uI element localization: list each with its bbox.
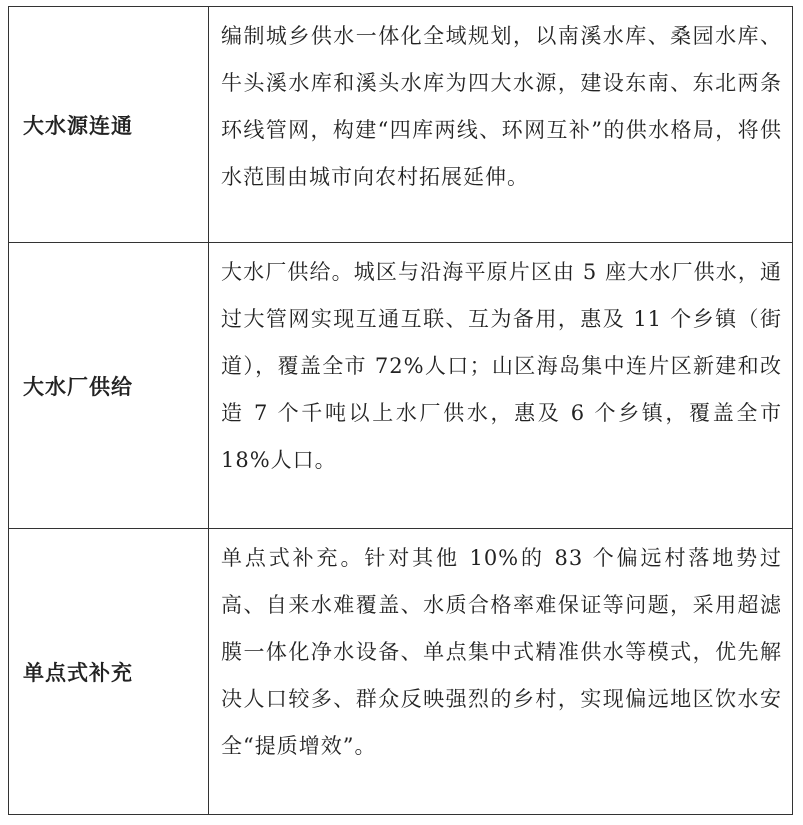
table-row [9, 7, 793, 243]
row-label: 单点式补充 [9, 529, 209, 815]
row-description: 编制城乡供水一体化全域规划，以南溪水库、桑园水库、牛头溪水库和溪头水库为四大水源，建设东南、东北两条环线管网，构建“四库两线、环网互补”的供水格局，将供水范围由城市向农村拓展延伸。 [209, 7, 793, 243]
table-row [9, 529, 793, 815]
water-supply-table [8, 6, 793, 815]
row-description: 大水厂供给。城区与沿海平原片区由 5 座大水厂供水，通过大管网实现互通互联、互为备用，惠及 11 个乡镇（街道），覆盖全市 72%人口；山区海岛集中连片区新建和改造 7 个千吨以上水厂供水，惠及 6 个乡镇，覆盖全市 18%人口。 [209, 243, 793, 529]
row-description: 单点式补充。针对其他 10%的 83 个偏远村落地势过高、自来水难覆盖、水质合格率难保证等问题，采用超滤膜一体化净水设备、单点集中式精准供水等模式，优先解决人口较多、群众反映强烈的乡村，实现偏远地区饮水安全“提质增效”。 [209, 529, 793, 815]
table-row [9, 243, 793, 529]
row-label: 大水源连通 [9, 7, 209, 243]
row-label: 大水厂供给 [9, 243, 209, 529]
